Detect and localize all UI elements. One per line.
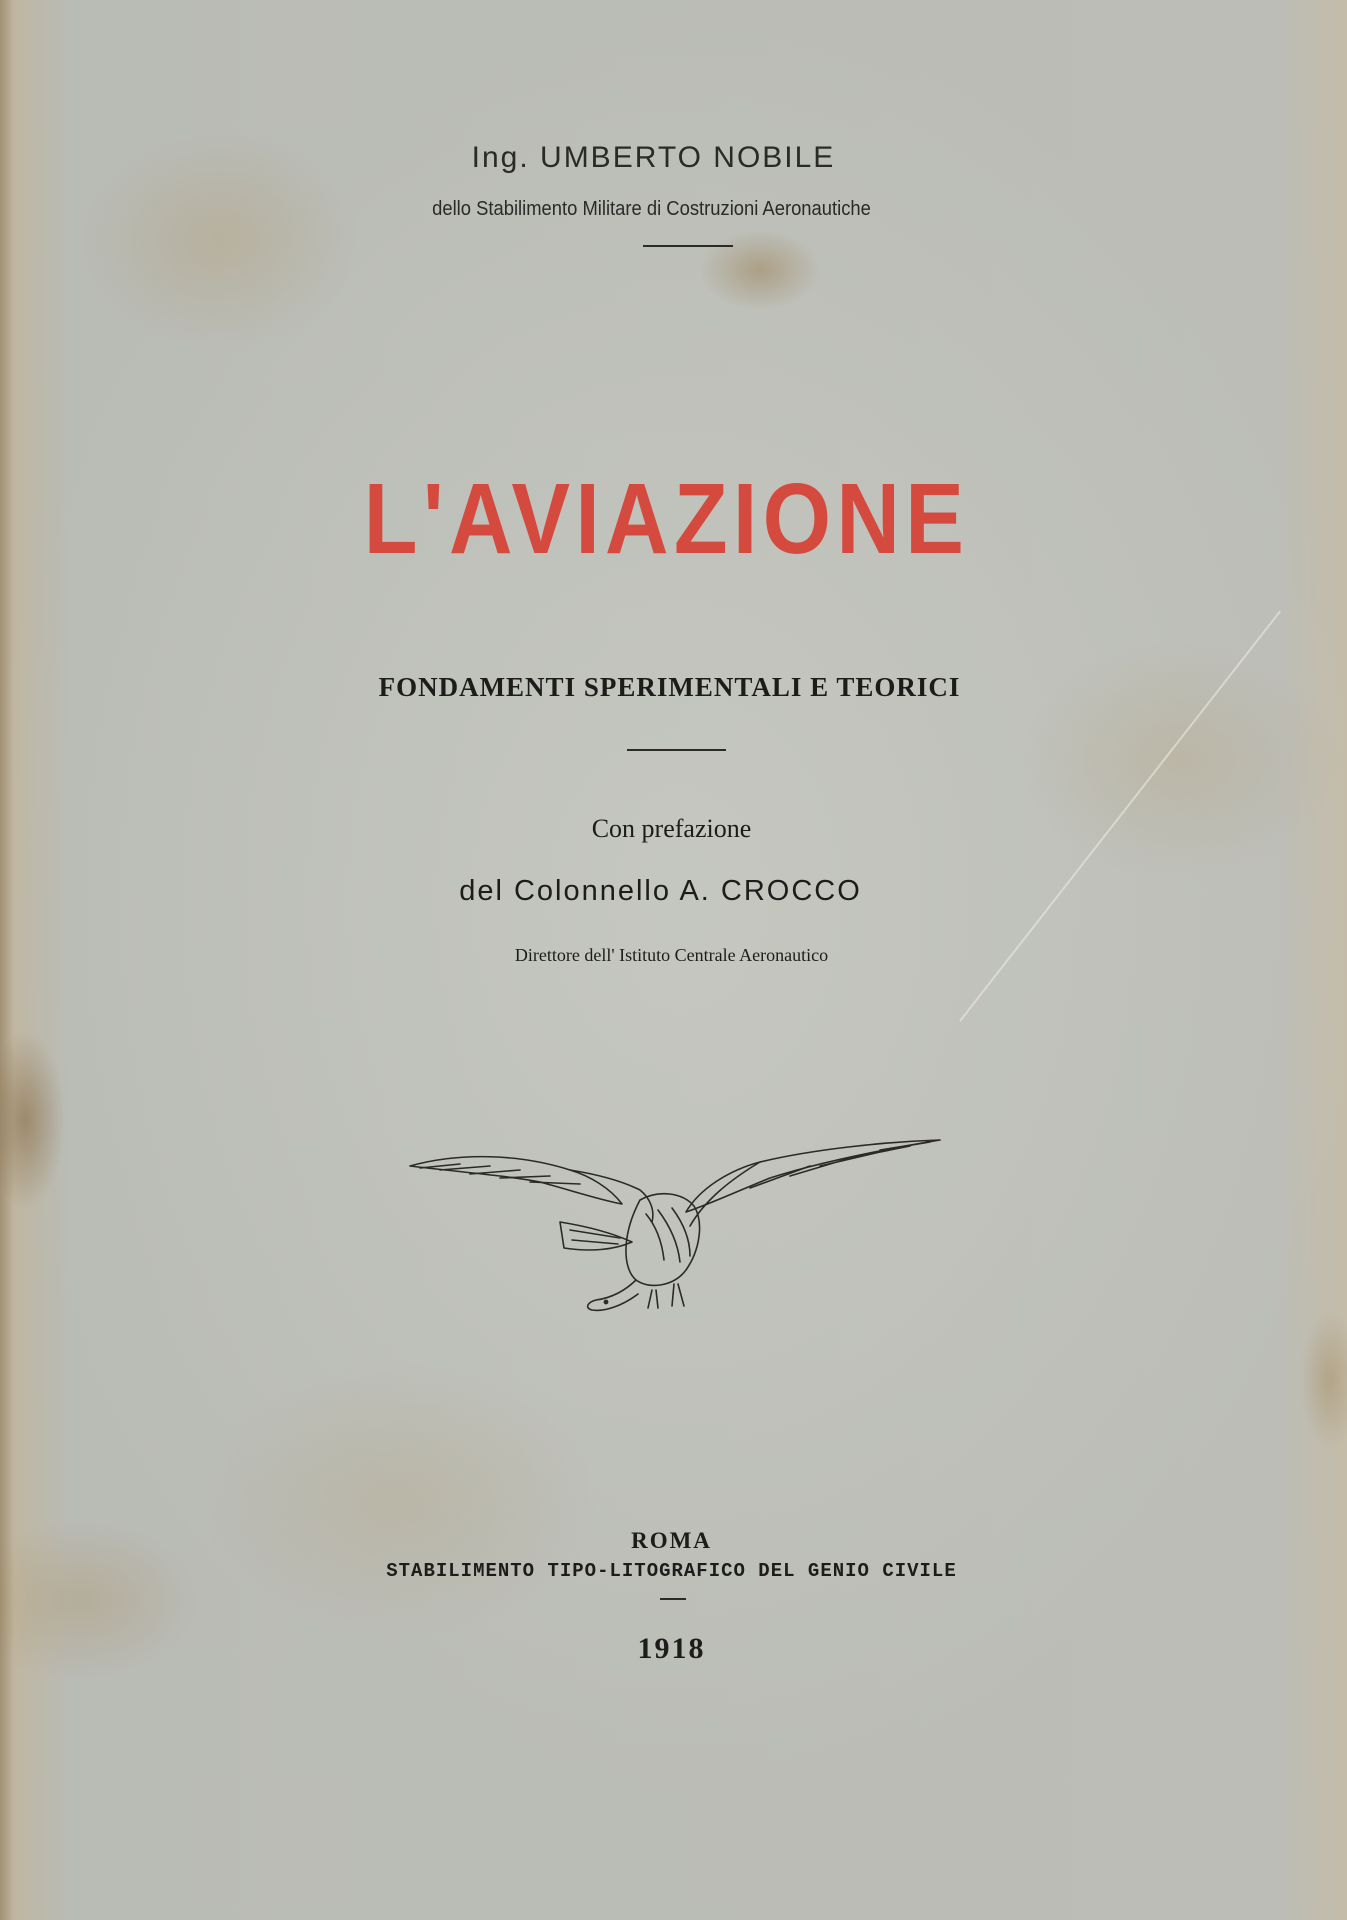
preface-author: del Colonnello A. CROCCO bbox=[459, 875, 862, 907]
publication-city: ROMA bbox=[631, 1528, 712, 1553]
preface-intro: Con prefazione bbox=[591, 814, 752, 843]
book-subtitle: FONDAMENTI SPERIMENTALI E TEORICI bbox=[378, 672, 961, 702]
publication-year: 1918 bbox=[637, 1632, 706, 1665]
book-title: L'AVIAZIONE bbox=[363, 463, 970, 575]
publisher: STABILIMENTO TIPO-LITOGRAFICO DEL GENIO CIVILE bbox=[386, 1560, 957, 1582]
divider-top bbox=[643, 245, 733, 247]
divider-middle bbox=[627, 749, 726, 751]
eagle-icon bbox=[400, 1130, 950, 1330]
divider-bottom bbox=[660, 1598, 686, 1600]
preface-author-role: Direttore dell' Istituto Centrale Aeronautico bbox=[514, 945, 829, 965]
author-name: Ing. UMBERTO NOBILE bbox=[471, 141, 836, 174]
author-affiliation: dello Stabilimento Militare di Costruzioni Aeronautiche bbox=[432, 198, 871, 220]
